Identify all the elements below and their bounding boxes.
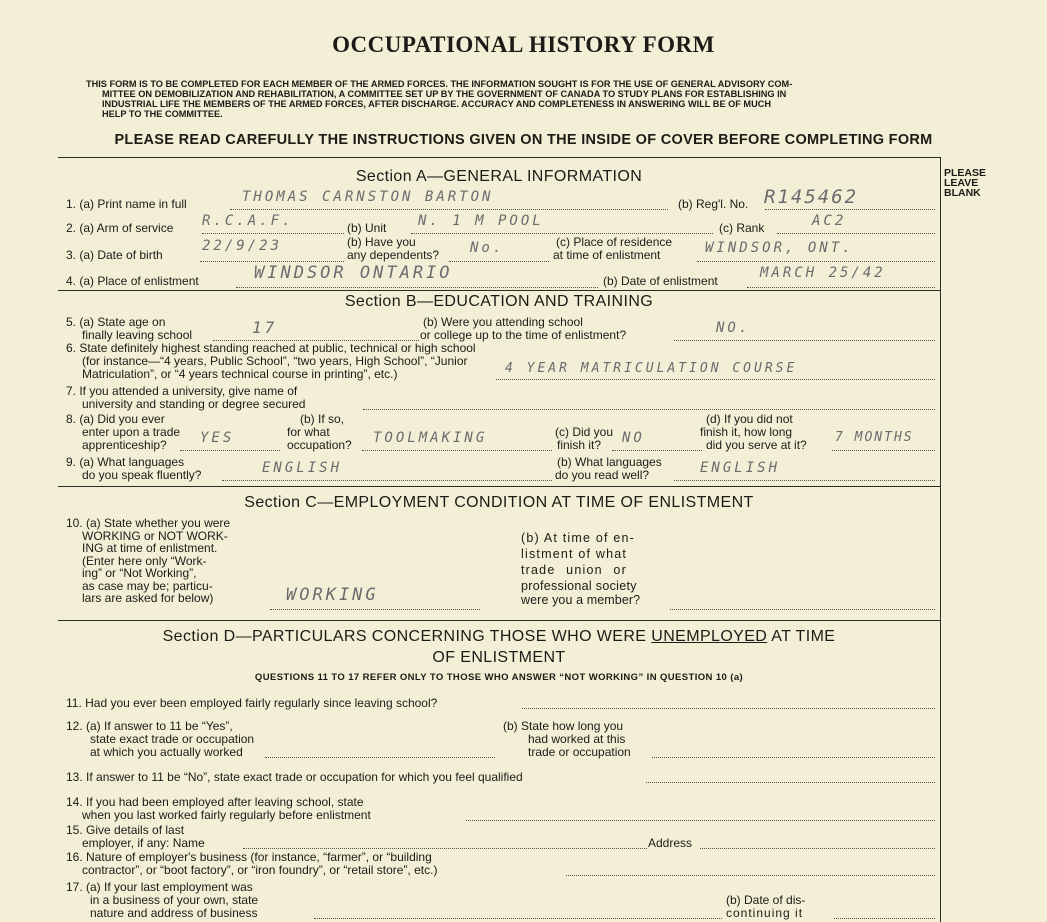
arm-line (202, 233, 344, 234)
university-line (363, 409, 935, 410)
q8b-label-2: for what (287, 425, 330, 439)
q16-label-2: contractor”, or “boot factory”, or “iron foundry”, or “retail store”, etc.) (82, 863, 438, 877)
q3b-label-1: (b) Have you (347, 235, 416, 249)
reg-answer[interactable]: R145462 (764, 186, 859, 208)
apprentice-line (180, 450, 280, 451)
name-line (230, 209, 668, 210)
q17a-label-1: 17. (a) If your last employment was (66, 880, 253, 894)
name-answer[interactable]: THOMAS CARNSTON BARTON (242, 189, 494, 205)
standing-line (496, 379, 935, 380)
served-answer[interactable]: 7 MONTHS (835, 430, 914, 445)
q10a-line: 10. (a) State whether you were (66, 516, 231, 530)
q12a-label-1: 12. (a) If answer to 11 be “Yes”, (66, 719, 233, 733)
divider (58, 620, 940, 621)
standing-answer[interactable]: 4 YEAR MATRICULATION COURSE (505, 361, 798, 376)
apprentice-answer[interactable]: YES (200, 430, 235, 446)
q10a-line: ing” or “Not Working”, (82, 566, 197, 580)
q2b-label: (b) Unit (347, 221, 387, 235)
blank-label: LEAVE (944, 177, 979, 189)
q16-line (566, 875, 935, 876)
finish-answer[interactable]: NO (622, 430, 645, 446)
occupation-answer[interactable]: TOOLMAKING (373, 430, 488, 446)
read-answer[interactable]: ENGLISH (700, 460, 781, 476)
q10b-line: (b) At time of en- (521, 531, 635, 545)
q17b-label-1: (b) Date of dis- (726, 893, 806, 907)
reg-line (765, 209, 935, 210)
q2a-label: 2. (a) Arm of service (66, 221, 174, 235)
q8b-label-1: (b) If so, (300, 412, 345, 426)
residence-line (697, 261, 935, 262)
q10a-line: lars are asked for below) (82, 591, 214, 605)
working-line (270, 609, 480, 610)
blank-label: PLEASE (944, 167, 987, 179)
q8d-label-3: did you serve at it? (706, 438, 807, 452)
q7-label-1: 7. If you attended a university, give name of (66, 384, 298, 398)
q12b-label-3: trade or occupation (528, 745, 631, 759)
finish-line (612, 450, 702, 451)
unit-answer[interactable]: N. 1 M POOL (418, 213, 544, 229)
q17b-line (834, 918, 935, 919)
date-enlist-answer[interactable]: MARCH 25/42 (760, 265, 886, 281)
q6-label-2: (for instance—“4 years, Public School”, “two years, High School”, “Junior (82, 354, 468, 368)
q15-address-line (700, 848, 935, 849)
q15-name-line (243, 848, 647, 849)
q2c-label: (c) Rank (719, 221, 765, 235)
dob-answer[interactable]: 22/9/23 (202, 238, 283, 254)
divider (58, 486, 940, 487)
section-d-note: QUESTIONS 11 TO 17 REFER ONLY TO THOSE WHO ANSWER “NOT WORKING” IN QUESTION 10 (a) (254, 672, 744, 683)
divider (58, 157, 940, 158)
q15-label-1: 15. Give details of last (66, 823, 185, 837)
q10a-line: as case may be; particu- (82, 578, 213, 593)
q17a-line (314, 918, 722, 919)
q4b-label: (b) Date of enlistment (603, 274, 718, 288)
q4a-label: 4. (a) Place of enlistment (66, 274, 199, 288)
q10b-label (521, 530, 640, 608)
form-intro (86, 79, 792, 119)
q10b-line: professional society (521, 579, 637, 593)
q8d-label-1: (d) If you did not (706, 412, 793, 426)
q8a-label-1: 8. (a) Did you ever (66, 412, 165, 426)
working-answer[interactable]: WORKING (286, 585, 379, 605)
q17b-label-2: continuing it (726, 906, 804, 920)
q1b-label: (b) Reg'l. No. (678, 197, 749, 211)
q13-label: 13. If answer to 11 be “No”, state exact trade or occupation for which you feel qualified (66, 770, 523, 784)
q8b-label-3: occupation? (287, 438, 352, 452)
q8c-label-1: (c) Did you (555, 425, 614, 439)
q10a-line: ING at time of enlistment. (82, 541, 218, 555)
q3c-label-2: at time of enlistment (553, 248, 661, 262)
q6-label-1: 6. State definitely highest standing reached at public, technical or high school (66, 341, 476, 355)
q17a-label-3: nature and address of business (90, 906, 258, 920)
dependents-line (449, 261, 549, 262)
dependents-answer[interactable]: No. (470, 240, 505, 256)
section-a-heading: Section A—GENERAL INFORMATION (355, 168, 643, 185)
speak-line (222, 480, 552, 481)
q10b-line: trade union or (521, 563, 627, 577)
q3c-label-1: (c) Place of residence (556, 235, 673, 249)
served-line (832, 450, 935, 451)
q5a-label-2: finally leaving school (82, 328, 193, 342)
q15-address-label: Address (648, 836, 693, 850)
form-title: OCCUPATIONAL HISTORY FORM (332, 32, 715, 57)
q9b-label-2: do you read well? (555, 468, 650, 482)
q14-label-1: 14. If you had been employed after leaving school, state (66, 795, 364, 809)
section-b-heading: Section B—EDUCATION AND TRAINING (344, 293, 654, 310)
occupation-line (362, 450, 552, 451)
q3b-label-2: any dependents? (347, 248, 440, 262)
blank-column-rule (940, 157, 941, 922)
q12a-label-3: at which you actually worked (90, 745, 243, 759)
q12b-label-2: had worked at this (528, 732, 626, 746)
q8a-label-3: apprenticeship? (82, 438, 167, 452)
date-enlist-line (747, 287, 935, 288)
attending-answer[interactable]: NO. (716, 320, 751, 336)
q5b-label-1: (b) Were you attending school (423, 315, 583, 329)
section-d-heading-part: AT TIME (771, 628, 836, 645)
section-d-heading-line2: OF ENLISTMENT (432, 649, 566, 666)
q9b-label-1: (b) What languages (557, 455, 662, 469)
q3a-label: 3. (a) Date of birth (66, 248, 163, 262)
q8a-label-2: enter upon a trade (82, 425, 181, 439)
q12b-label-1: (b) State how long you (503, 719, 624, 733)
q1a-label: 1. (a) Print name in full (66, 197, 187, 211)
q10a-line: WORKING or NOT WORK- (82, 528, 228, 543)
intro-line: MITTEE ON DEMOBILIZATION AND REHABILITATION, A COMMITTEE SET UP BY THE GOVERNMENT OF CANADA TO STUDY PLANS FOR ESTABLISHING IN (102, 89, 787, 99)
q12a-label-2: state exact trade or occupation (90, 732, 255, 746)
q9a-label-1: 9. (a) What languages (66, 455, 185, 469)
q15-label-2: employer, if any: Name (82, 836, 205, 850)
q9a-label-2: do you speak fluently? (82, 468, 202, 482)
q5a-label-1: 5. (a) State age on (66, 315, 166, 329)
q10b-line: were you a member? (521, 593, 641, 607)
q10b-line: listment of what (521, 547, 628, 561)
section-c-heading: Section C—EMPLOYMENT CONDITION AT TIME OF ENLISTMENT (244, 494, 754, 511)
blank-label: BLANK (944, 187, 981, 199)
q12a-line (265, 757, 495, 758)
q13-line (646, 782, 935, 783)
rank-answer[interactable]: AC2 (812, 213, 847, 229)
dob-line (200, 261, 344, 262)
read-instructions: PLEASE READ CAREFULLY THE INSTRUCTIONS GIVEN ON THE INSIDE OF COVER BEFORE COMPLETING FORM (114, 132, 933, 148)
section-d-heading-part: Section D—PARTICULARS CONCERNING THOSE WHO WERE (162, 628, 647, 645)
q16-label-1: 16. Nature of employer's business (for instance, “farmer”, or “building (66, 850, 432, 864)
place-enlist-line (236, 287, 598, 288)
please-leave-blank (944, 168, 986, 198)
age-answer[interactable]: 17 (252, 318, 278, 337)
place-enlist-answer[interactable]: WINDSOR ONTARIO (254, 263, 453, 283)
unit-line (411, 233, 713, 234)
union-line (670, 609, 935, 610)
arm-answer[interactable]: R.C.A.F. (202, 213, 294, 229)
q14-line (466, 820, 935, 821)
divider (58, 290, 940, 291)
q8c-label-2: finish it? (557, 438, 602, 452)
q17a-label-2: in a business of your own, state (90, 893, 259, 907)
section-d-heading (58, 628, 940, 646)
q11-label: 11. Had you ever been employed fairly regularly since leaving school? (66, 696, 438, 710)
attending-line (674, 340, 935, 341)
intro-line: HELP TO THE COMMITTEE. (102, 109, 223, 119)
rank-line (777, 233, 935, 234)
q11-line (522, 708, 935, 709)
intro-line: THIS FORM IS TO BE COMPLETED FOR EACH MEMBER OF THE ARMED FORCES. THE INFORMATION SOUGHT IS FOR THE USE OF GENERAL ADVISORY COM- (86, 79, 793, 89)
residence-answer[interactable]: WINDSOR, ONT. (705, 240, 854, 256)
q10a-label (66, 517, 230, 605)
section-d-heading-underlined: UNEMPLOYED (651, 628, 768, 645)
q14-label-2: when you last worked fairly regularly before enlistment (82, 808, 371, 822)
q8d-label-2: finish it, how long (700, 425, 793, 439)
q5b-label-2: or college up to the time of enlistment? (420, 328, 627, 342)
q7-label-2: university and standing or degree secured (82, 397, 306, 411)
speak-answer[interactable]: ENGLISH (262, 460, 343, 476)
q10a-line: (Enter here only “Work- (82, 553, 207, 568)
read-line (674, 480, 935, 481)
q6-label-3: Matriculation”, or “4 years technical course in printing”, etc.) (82, 367, 398, 381)
q12b-line (652, 757, 935, 758)
intro-line: INDUSTRIAL LIFE THE MEMBERS OF THE ARMED FORCES, AFTER DISCHARGE. ACCURACY AND COMPLETENESS IN ANSWERING WILL BE OF MUCH (102, 99, 771, 109)
